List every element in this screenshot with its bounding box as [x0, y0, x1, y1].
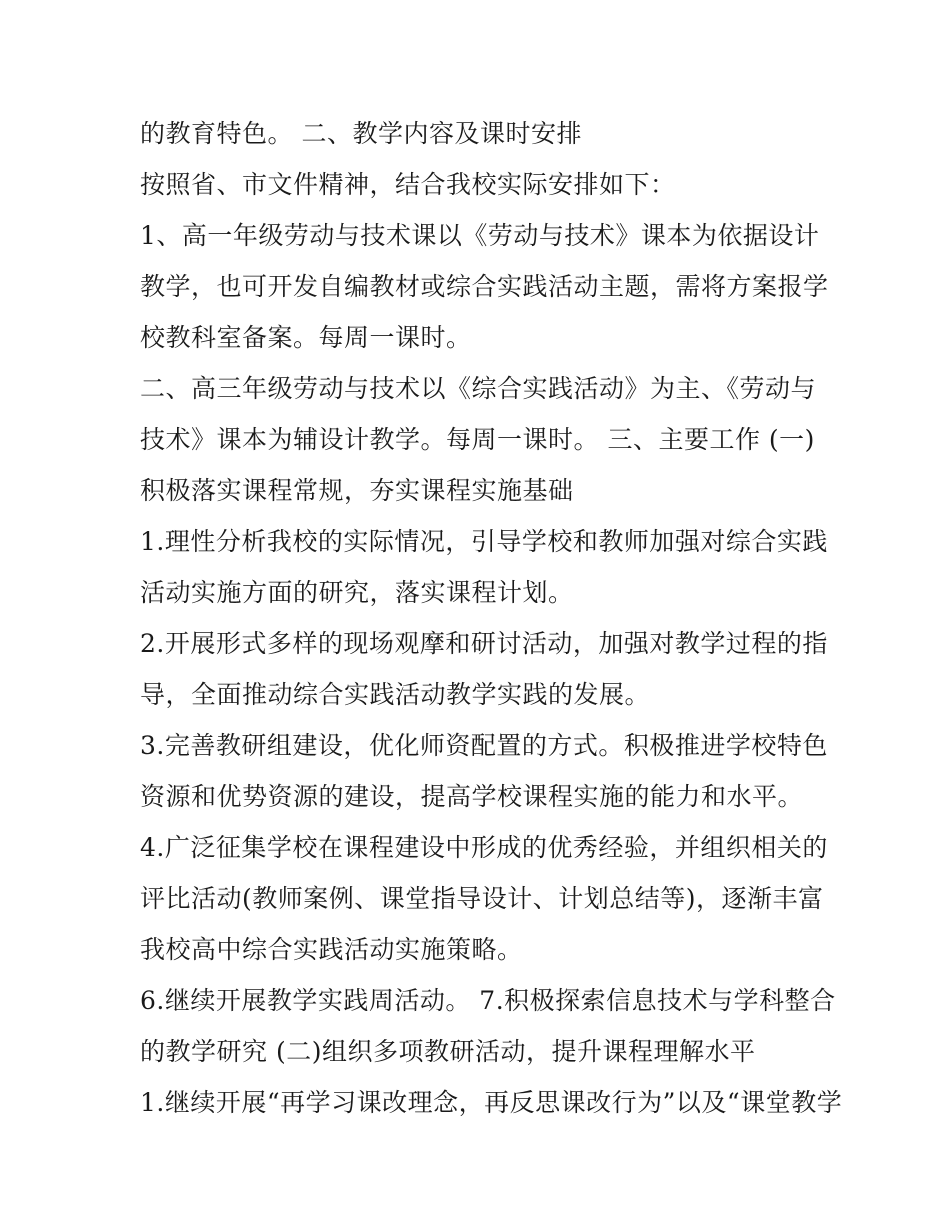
- text-line: 按照省、市文件精神，结合我校实际安排如下：: [140, 170, 676, 199]
- text-line: 3.完善教研组建设，优化师资配置的方式。积极推进学校特色: [140, 731, 828, 760]
- text-line: 4.广泛征集学校在课程建设中形成的优秀经验，并组织相关的: [140, 833, 828, 862]
- text-line: 资源和优势资源的建设，提高学校课程实施的能力和水平。: [140, 782, 804, 811]
- text-line: 校教科室备案。每周一课时。: [140, 323, 472, 352]
- text-line: 教学，也可开发自编教材或综合实践活动主题，需将方案报学: [140, 272, 829, 301]
- text-line: 二、高三年级劳动与技术以《综合实践活动》为主、《劳动与: [140, 374, 817, 403]
- text-line: 导，全面推动综合实践活动教学实践的发展。: [140, 680, 651, 709]
- text-line: 活动实施方面的研究，落实课程计划。: [140, 578, 574, 607]
- document-body: [140, 108, 843, 1128]
- text-line: 1.理性分析我校的实际情况，引导学校和教师加强对综合实践: [140, 527, 828, 556]
- text-line: 的教学研究 (二)组织多项教研活动，提升课程理解水平: [140, 1037, 756, 1066]
- text-line: 的教育特色。 二、教学内容及课时安排: [140, 119, 582, 148]
- text-line: 技术》课本为辅设计教学。每周一课时。 三、主要工作 (一): [140, 425, 815, 454]
- text-line: 我校高中综合实践活动实施策略。: [140, 935, 523, 964]
- text-line: 评比活动(教师案例、课堂指导设计、计划总结等)，逐渐丰富: [140, 884, 824, 913]
- text-line: 积极落实课程常规，夯实课程实施基础: [140, 476, 574, 505]
- text-line: 1.继续开展“再学习课改理念，再反思课改行为”以及“课堂教学: [140, 1088, 843, 1117]
- text-line: 6.继续开展教学实践周活动。 7.积极探索信息技术与学科整合: [140, 986, 836, 1015]
- text-line: 2.开展形式多样的现场观摩和研讨活动，加强对教学过程的指: [140, 629, 828, 658]
- text-line: 1、高一年级劳动与技术课以《劳动与技术》课本为依据设计: [140, 221, 820, 250]
